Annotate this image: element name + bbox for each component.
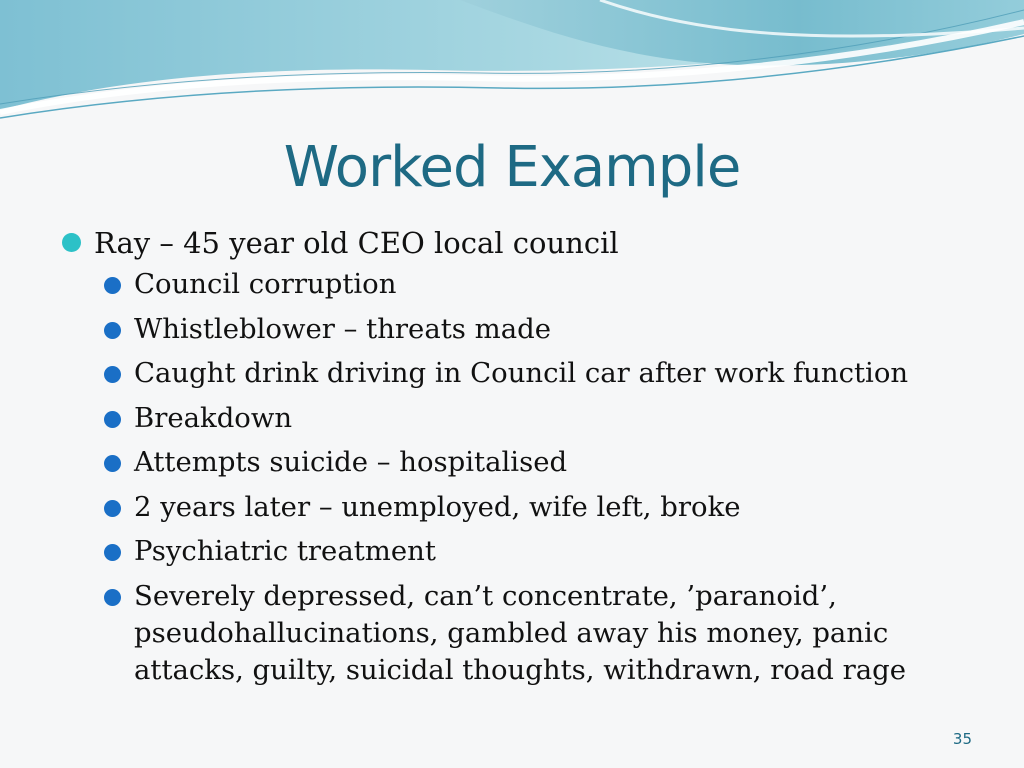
bullet-dot-icon xyxy=(104,500,121,517)
bullet-dot-icon xyxy=(104,277,121,294)
header-wave-decoration xyxy=(0,0,1024,140)
bullet-item-level1 xyxy=(60,222,990,264)
page-number: 35 xyxy=(952,730,972,748)
bullet-dot-icon xyxy=(104,411,121,428)
bullet-dot-icon xyxy=(62,233,81,252)
sub-bullet-text: Psychiatric treatment xyxy=(134,535,436,567)
sub-bullet-item xyxy=(60,266,990,303)
bullet-dot-icon xyxy=(104,589,121,606)
sub-bullet-item xyxy=(60,400,990,437)
sub-bullet-text: Whistleblower – threats made xyxy=(134,312,551,345)
bullet-text: Ray – 45 year old CEO local council xyxy=(94,226,619,260)
bullet-list xyxy=(60,222,990,696)
sub-bullet-item xyxy=(60,355,990,392)
sub-bullet-item xyxy=(60,311,990,348)
bullet-dot-icon xyxy=(104,455,121,472)
sub-bullet-item xyxy=(60,578,990,689)
sub-bullet-text: Council corruption xyxy=(134,268,397,300)
sub-bullet-text: Attempts suicide – hospitalised xyxy=(134,446,568,478)
bullet-dot-icon xyxy=(104,322,121,339)
bullet-dot-icon xyxy=(104,544,121,561)
sub-bullet-item xyxy=(60,489,990,526)
sub-bullet-text: 2 years later – unemployed, wife left, broke xyxy=(134,490,741,523)
slide-title: Worked Example xyxy=(283,135,741,200)
bullet-dot-icon xyxy=(104,366,121,383)
sub-bullet-text: Caught drink driving in Council car after work function xyxy=(134,357,909,389)
sub-bullet-item xyxy=(60,444,990,481)
sub-bullet-text: Breakdown xyxy=(134,401,293,434)
sub-bullet-text: Severely depressed, can’t concentrate, ’paranoid’, pseudohallucinations, gambled away his money, panic attacks, guilty, suicidal thoughts, withdrawn, road rage xyxy=(134,579,907,686)
sub-bullet-item xyxy=(60,533,990,570)
